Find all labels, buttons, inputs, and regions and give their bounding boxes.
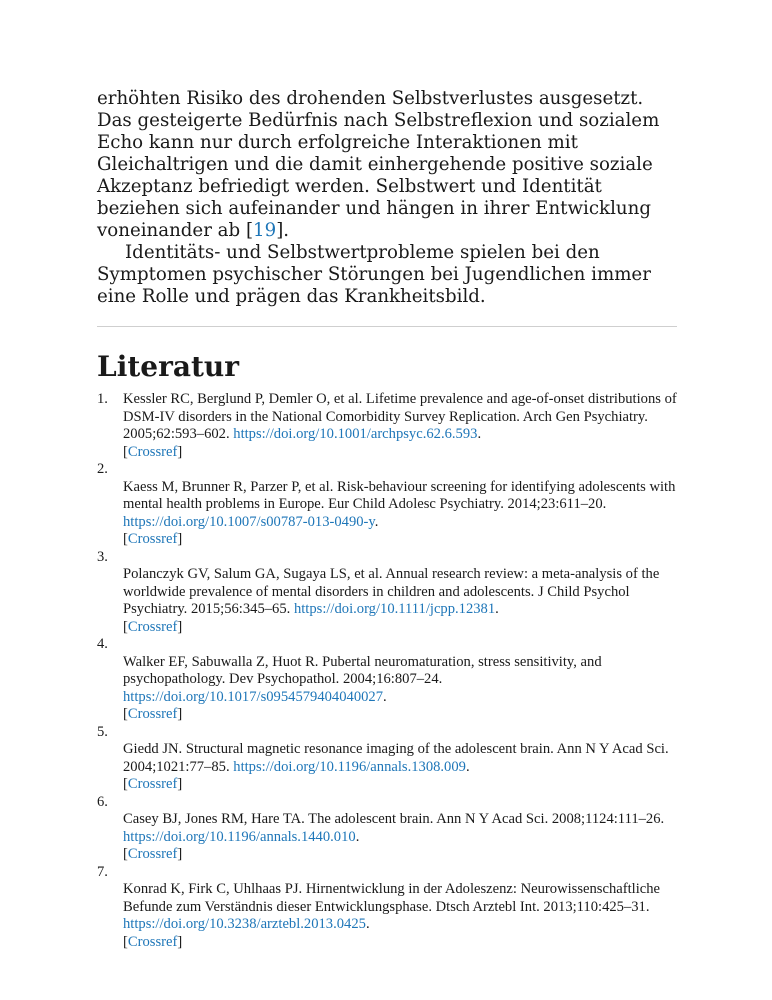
reference-citation: Polanczyk GV, Salum GA, Sugaya LS, et al. Annual research review: a meta-analysis of the worldwide prevalence of mental disorders in children and adolescents. J Child Psychol Psychiatry. 2015;56:345–65. <box>123 566 660 617</box>
reference-text <box>123 391 677 444</box>
crossref-link-wrapper: [Crossref] <box>123 618 183 635</box>
reference-text <box>123 654 677 707</box>
reference-text <box>123 566 677 619</box>
article-page <box>97 88 677 951</box>
reference-citation: Walker EF, Sabuwalla Z, Huot R. Pubertal neuromaturation, stress sensitivity, and psychopathology. Dev Psychopathol. 2004;16:807–24. <box>123 653 602 687</box>
doi-link[interactable]: https://doi.org/10.1111/jcpp.12381 <box>293 601 496 617</box>
reference-text <box>123 881 677 934</box>
crossref-link-wrapper: [Crossref] <box>123 776 183 792</box>
doi-link[interactable]: https://doi.org/10.1196/annals.1308.009 <box>233 758 466 775</box>
crossref-link-wrapper: [Crossref] <box>123 706 183 722</box>
reference-item <box>97 794 677 864</box>
crossref-link-wrapper: [Crossref] <box>123 846 183 862</box>
reference-text <box>123 741 677 776</box>
citation-close: ]. <box>276 220 290 241</box>
crossref-link-wrapper: [Crossref] <box>123 933 183 950</box>
reference-suffix: . <box>365 916 370 932</box>
citation-open: [ <box>245 220 254 241</box>
crossref-link[interactable]: Crossref <box>127 846 178 862</box>
reference-suffix: . <box>374 513 379 530</box>
reference-suffix: . <box>355 828 360 845</box>
body-text <box>97 88 677 308</box>
paragraph-2: Identitäts- und Selbstwertprobleme spielen bei den Symptomen psychischer Störungen bei Jugendlichen immer eine Rolle und prägen das Krankheitsbild. <box>97 242 651 307</box>
reference-number: 1. <box>97 391 108 407</box>
reference-citation: Giedd JN. Structural magnetic resonance imaging of the adolescent brain. Ann N Y Acad Sci. 2004;1021:77–85. <box>123 741 669 775</box>
reference-citation: Kessler RC, Berglund P, Demler O, et al. Lifetime prevalence and age-of-onset distributions of DSM-IV disorders in the National Comorbidity Survey Replication. Arch Gen Psychiatry. 2005;62:593–602. <box>123 391 677 442</box>
reference-citation: Konrad K, Firk C, Uhlhaas PJ. Hirnentwicklung in der Adoleszenz: Neurowissenschaftliche Befunde zum Verständnis dieser Entwicklungsphase. Dtsch Arztebl Int. 2013;110:425–31. <box>123 881 661 915</box>
reference-item <box>97 461 677 549</box>
reference-item <box>97 391 677 461</box>
reference-citation: Casey BJ, Jones RM, Hare TA. The adolescent brain. Ann N Y Acad Sci. 2008;1124:111–26. <box>123 811 665 827</box>
reference-text <box>123 811 677 846</box>
crossref-link[interactable]: Crossref <box>127 706 178 722</box>
citation-link-19[interactable]: 19 <box>253 220 277 241</box>
doi-link[interactable]: https://doi.org/10.1017/s0954579404040027 <box>123 688 384 705</box>
reference-list <box>97 391 677 951</box>
reference-item <box>97 636 677 724</box>
crossref-link-wrapper: [Crossref] <box>123 531 183 547</box>
reference-number: 4. <box>97 636 108 652</box>
doi-link[interactable]: https://doi.org/10.3238/arztebl.2013.0425 <box>123 916 366 932</box>
doi-link[interactable]: https://doi.org/10.1196/annals.1440.010 <box>123 828 356 845</box>
paragraph-1-text: erhöhten Risiko des drohenden Selbstverlustes ausgesetzt. Das gesteigerte Bedürfnis nach Selbstreflexion und sozialem Echo kann nur durch erfolgreiche Interaktionen mit Gleichaltrigen und die damit einhergehende positive soziale Akzeptanz befriedigt werden. Selbstwert und Identität beziehen sich aufeinander und hängen in ihrer Entwicklung voneinander ab <box>97 88 660 241</box>
reference-item <box>97 864 677 952</box>
crossref-link[interactable]: Crossref <box>127 776 178 792</box>
reference-number: 3. <box>97 548 108 565</box>
reference-item <box>97 724 677 794</box>
section-divider <box>97 326 677 327</box>
reference-suffix: . <box>477 426 482 442</box>
paragraph-1 <box>97 88 677 242</box>
crossref-link[interactable]: Crossref <box>127 531 178 547</box>
reference-number: 5. <box>97 723 108 740</box>
references-title: Literatur <box>97 350 240 383</box>
reference-text <box>123 479 677 532</box>
doi-link[interactable]: https://doi.org/10.1001/archpsyc.62.6.593 <box>233 426 478 442</box>
crossref-link[interactable]: Crossref <box>127 618 178 635</box>
reference-suffix: . <box>495 601 499 617</box>
reference-suffix: . <box>383 688 387 705</box>
reference-item <box>97 549 677 637</box>
crossref-link[interactable]: Crossref <box>127 933 178 950</box>
reference-number: 6. <box>97 793 108 810</box>
reference-number: 7. <box>97 863 108 880</box>
reference-citation: Kaess M, Brunner R, Parzer P, et al. Risk-behaviour screening for identifying adolescents with mental health problems in Europe. Eur Child Adolesc Psychiatry. 2014;23:611–20. <box>123 478 676 512</box>
doi-link[interactable]: https://doi.org/10.1007/s00787-013-0490-y <box>123 513 375 530</box>
crossref-link-wrapper: [Crossref] <box>123 443 183 460</box>
crossref-link[interactable]: Crossref <box>127 443 178 460</box>
reference-suffix: . <box>465 758 470 775</box>
reference-number: 2. <box>97 461 108 477</box>
